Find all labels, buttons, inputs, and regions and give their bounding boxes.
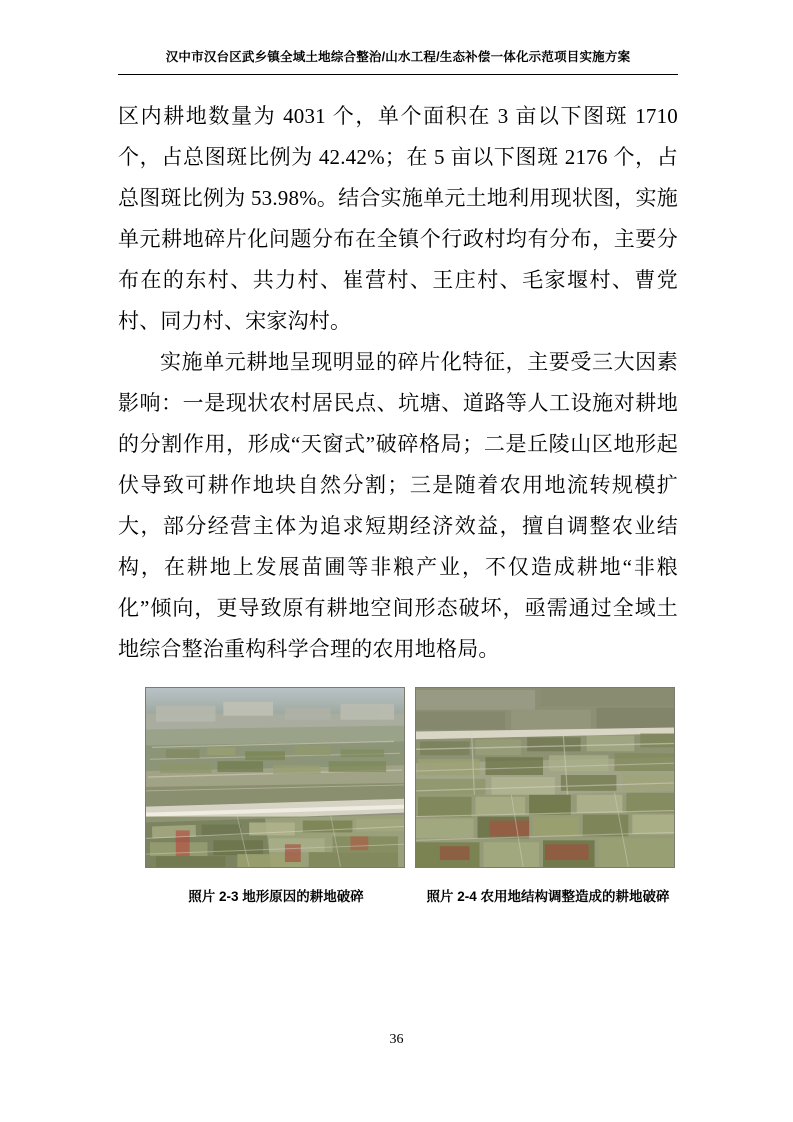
figure-2-caption: 照片 2-4 农用地结构调整造成的耕地破碎 <box>426 889 670 904</box>
header-divider <box>118 74 678 75</box>
figure-2 <box>415 687 675 868</box>
figure-1 <box>145 687 405 868</box>
paragraph-1: 区内耕地数量为 4031 个，单个面积在 3 亩以下图斑 1710 个，占总图斑比例为 42.42%；在 5 亩以下图斑 2176 个，占总图斑比例为 53.98%。结合实施单元土地利用现状图，实施单元耕地碎片化问题分布在全镇个行政村均有分布，主要分布在的东村、共力村、崔营村、王庄村、毛家堰村、曹党村、同力村、宋家沟村。 <box>118 104 678 333</box>
page-content <box>118 96 678 670</box>
page-header: 汉中市汉台区武乡镇全域土地综合整治/山水工程/生态补偿一体化示范项目实施方案 <box>165 50 631 64</box>
aerial-photo-structure-adjustment-fragmentation <box>415 687 675 868</box>
paragraph-2: 实施单元耕地呈现明显的碎片化特征，主要受三大因素影响：一是现状农村居民点、坑塘、道路等人工设施对耕地的分割作用，形成“天窗式”破碎格局；二是丘陵山区地形起伏导致可耕作地块自然分割；三是随着农用地流转规模扩大，部分经营主体为追求短期经济效益，擅自调整农业结构，在耕地上发展苗圃等非粮产业，不仅造成耕地“非粮化”倾向，更导致原有耕地空间形态破坏，亟需通过全域土地综合整治重构科学合理的农用地格局。 <box>118 350 678 661</box>
figure-captions <box>140 885 685 905</box>
aerial-photo-terrain-fragmentation <box>145 687 405 868</box>
page-number: 36 <box>389 1032 404 1047</box>
figure-group <box>145 687 675 868</box>
figure-1-caption: 照片 2-3 地形原因的耕地破碎 <box>188 889 364 904</box>
